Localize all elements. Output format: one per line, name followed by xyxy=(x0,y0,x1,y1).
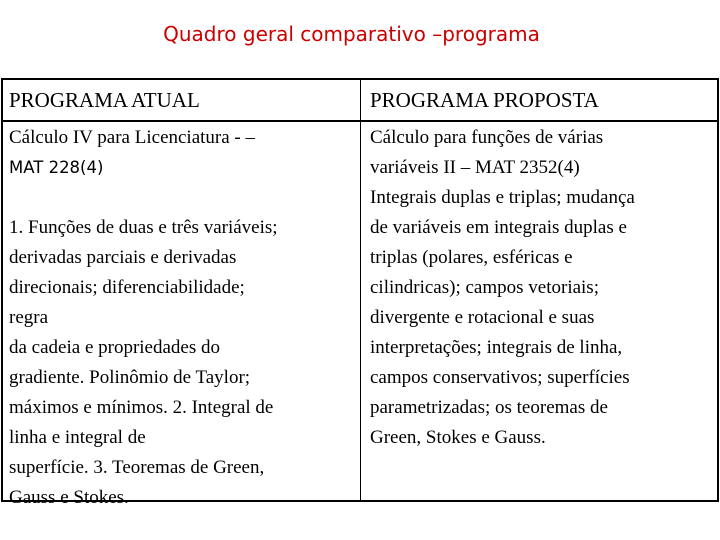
proposed-content-line: cilindricas); campos vetoriais; xyxy=(370,277,599,298)
column-divider xyxy=(360,80,361,500)
comparison-table xyxy=(1,78,719,508)
header-current-program: PROGRAMA ATUAL xyxy=(9,88,200,112)
current-course-code: MAT 228(4) xyxy=(9,158,104,177)
proposed-content-line: interpretações; integrais de linha, xyxy=(370,337,623,358)
current-program-cell xyxy=(9,123,360,513)
proposed-content-line: de variáveis em integrais duplas e xyxy=(370,217,627,238)
proposed-content-line: divergente e rotacional e suas xyxy=(370,307,595,328)
current-content-line: gradiente. Polinômio de Taylor; xyxy=(9,367,251,388)
slide-title: Quadro geral comparativo –programa xyxy=(163,22,540,46)
current-content-line: Gauss e Stokes. xyxy=(9,487,129,508)
current-content-line: derivadas parciais e derivadas xyxy=(9,247,237,268)
current-content-line: regra xyxy=(9,307,49,328)
current-content-line: 1. Funções de duas e três variáveis; xyxy=(9,217,278,238)
proposed-course-name: Cálculo para funções de várias xyxy=(370,127,604,148)
proposed-program-cell xyxy=(370,123,718,453)
proposed-content-line: triplas (polares, esféricas e xyxy=(370,247,573,268)
proposed-content-line: parametrizadas; os teoremas de xyxy=(370,397,608,418)
proposed-content-line: campos conservativos; superfícies xyxy=(370,367,630,388)
header-divider xyxy=(3,120,717,122)
current-content-line: da cadeia e propriedades do xyxy=(9,337,221,358)
header-proposed-program: PROGRAMA PROPOSTA xyxy=(370,88,599,112)
current-content-line: superfície. 3. Teoremas de Green, xyxy=(9,457,265,478)
current-content-line: direcionais; diferenciabilidade; xyxy=(9,277,245,298)
proposed-content-line: Integrais duplas e triplas; mudança xyxy=(370,187,635,208)
proposed-course-name: variáveis II – MAT 2352(4) xyxy=(370,157,580,178)
current-course-name: Cálculo IV para Licenciatura - – xyxy=(9,127,256,148)
current-content-line: máximos e mínimos. 2. Integral de xyxy=(9,397,274,418)
current-content-line: linha e integral de xyxy=(9,427,146,448)
proposed-content-line: Green, Stokes e Gauss. xyxy=(370,427,546,448)
spacer xyxy=(9,183,360,213)
